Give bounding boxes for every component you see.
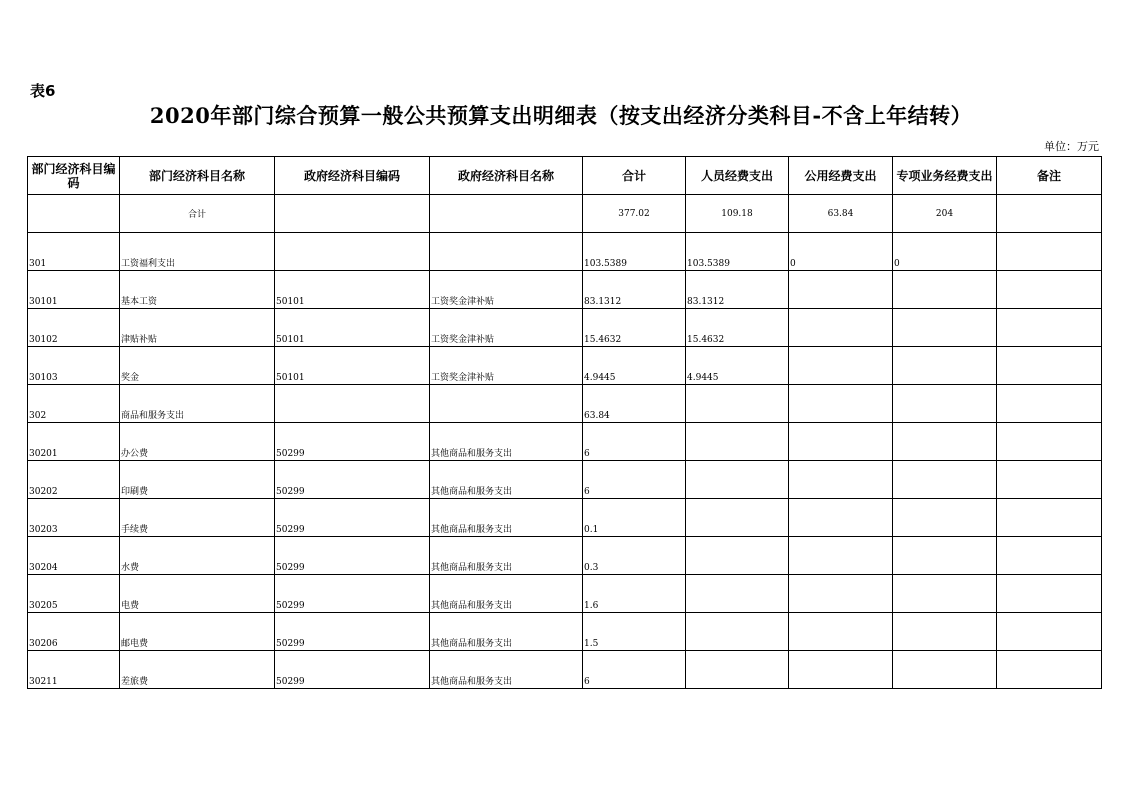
table-cell: 50101: [275, 347, 430, 385]
table-cell: 83.1312: [686, 271, 789, 309]
table-row: [28, 575, 1102, 613]
header-cell: 合计: [583, 157, 686, 195]
table-cell: 商品和服务支出: [120, 385, 275, 423]
table-row: [28, 499, 1102, 537]
table-cell: [789, 613, 893, 651]
table-cell: 6: [583, 461, 686, 499]
table-cell: 办公费: [120, 423, 275, 461]
table-cell: [997, 613, 1102, 651]
table-cell: [789, 347, 893, 385]
table-cell: 4.9445: [686, 347, 789, 385]
table-cell: [430, 385, 583, 423]
table-cell: 0: [893, 233, 997, 271]
table-cell: 工资福利支出: [120, 233, 275, 271]
table-row: [28, 651, 1102, 689]
table-cell: 其他商品和服务支出: [430, 613, 583, 651]
table-cell: [789, 423, 893, 461]
header-cell: 专项业务经费支出: [893, 157, 997, 195]
table-cell: [997, 575, 1102, 613]
table-cell: 377.02: [583, 195, 686, 233]
table-label: 表6: [30, 82, 56, 100]
table-cell: [893, 461, 997, 499]
table-row: [28, 347, 1102, 385]
table-cell: 1.6: [583, 575, 686, 613]
table-cell: 50299: [275, 613, 430, 651]
table-cell: [275, 233, 430, 271]
table-cell: 50101: [275, 309, 430, 347]
table-cell: 水费: [120, 537, 275, 575]
table-cell: 其他商品和服务支出: [430, 499, 583, 537]
table-cell: 其他商品和服务支出: [430, 575, 583, 613]
table-cell: [997, 347, 1102, 385]
table-cell: 电费: [120, 575, 275, 613]
table-cell: [997, 651, 1102, 689]
table-cell: [893, 385, 997, 423]
table-cell: [893, 309, 997, 347]
table-cell: [893, 575, 997, 613]
table-cell: [789, 651, 893, 689]
table-cell: [275, 195, 430, 233]
table-cell: 30205: [28, 575, 120, 613]
table-cell: 63.84: [583, 385, 686, 423]
table-row: [28, 385, 1102, 423]
table-cell: 差旅费: [120, 651, 275, 689]
table-cell: 15.4632: [686, 309, 789, 347]
table-cell: [893, 651, 997, 689]
table-cell: [997, 385, 1102, 423]
table-cell: [893, 347, 997, 385]
table-cell: [275, 385, 430, 423]
table-row: [28, 309, 1102, 347]
table-cell: [789, 575, 893, 613]
table-cell: [789, 271, 893, 309]
table-cell: 4.9445: [583, 347, 686, 385]
table-cell: 0: [789, 233, 893, 271]
table-cell: 302: [28, 385, 120, 423]
table-row: [28, 233, 1102, 271]
table-cell: 50101: [275, 271, 430, 309]
table-cell: [893, 271, 997, 309]
table-cell: 手续费: [120, 499, 275, 537]
table-cell: 30201: [28, 423, 120, 461]
table-cell: 50299: [275, 537, 430, 575]
table-row: [28, 537, 1102, 575]
header-cell: 部门经济科目名称: [120, 157, 275, 195]
table-cell: 工资奖金津补贴: [430, 309, 583, 347]
table-cell: 50299: [275, 651, 430, 689]
table-cell: 其他商品和服务支出: [430, 537, 583, 575]
table-cell: 30204: [28, 537, 120, 575]
table-cell: 其他商品和服务支出: [430, 651, 583, 689]
table-cell: 1.5: [583, 613, 686, 651]
table-cell: 30211: [28, 651, 120, 689]
table-cell: [997, 499, 1102, 537]
table-cell: 0.1: [583, 499, 686, 537]
table-cell: [686, 575, 789, 613]
table-cell: 工资奖金津补贴: [430, 347, 583, 385]
table-cell: [997, 537, 1102, 575]
table-cell: [789, 537, 893, 575]
table-cell: [686, 613, 789, 651]
table-cell: 津贴补贴: [120, 309, 275, 347]
table-cell: [893, 537, 997, 575]
table-cell: [686, 537, 789, 575]
table-cell: [997, 423, 1102, 461]
header-cell: 备注: [997, 157, 1102, 195]
table-cell: 50299: [275, 461, 430, 499]
table-row: [28, 271, 1102, 309]
table-cell: 103.5389: [686, 233, 789, 271]
table-cell: [686, 499, 789, 537]
table-cell: 50299: [275, 423, 430, 461]
table-cell: 6: [583, 423, 686, 461]
table-cell: 其他商品和服务支出: [430, 461, 583, 499]
table-cell: 50299: [275, 499, 430, 537]
table-cell: [997, 271, 1102, 309]
table-cell: [789, 499, 893, 537]
total-row: [28, 195, 1102, 233]
table-cell: [430, 233, 583, 271]
table-cell: 30202: [28, 461, 120, 499]
table-cell: 30103: [28, 347, 120, 385]
table-cell: 6: [583, 651, 686, 689]
table-cell: 工资奖金津补贴: [430, 271, 583, 309]
header-row: [28, 157, 1102, 195]
table-cell: [686, 651, 789, 689]
table-cell: [430, 195, 583, 233]
table-cell: 83.1312: [583, 271, 686, 309]
table-cell: 0.3: [583, 537, 686, 575]
table-cell: [789, 461, 893, 499]
table-cell: [893, 613, 997, 651]
expenditure-table: [27, 156, 1102, 689]
table-row: [28, 613, 1102, 651]
header-cell: 人员经费支出: [686, 157, 789, 195]
table-cell: [686, 461, 789, 499]
table-cell: [789, 385, 893, 423]
table-cell: 合计: [120, 195, 275, 233]
header-cell: 公用经费支出: [789, 157, 893, 195]
table-cell: [997, 461, 1102, 499]
table-row: [28, 423, 1102, 461]
page-title: 2020年部门综合预算一般公共预算支出明细表（按支出经济分类科目-不含上年结转）: [149, 103, 973, 128]
table-cell: [997, 233, 1102, 271]
table-cell: 204: [893, 195, 997, 233]
table-cell: 其他商品和服务支出: [430, 423, 583, 461]
table-cell: 109.18: [686, 195, 789, 233]
header-cell: 政府经济科目编码: [275, 157, 430, 195]
table-cell: 邮电费: [120, 613, 275, 651]
table-cell: [28, 195, 120, 233]
table-cell: 印刷费: [120, 461, 275, 499]
table-row: [28, 461, 1102, 499]
table-cell: 30101: [28, 271, 120, 309]
unit-label: 单位：万元: [1044, 140, 1099, 153]
table-cell: 103.5389: [583, 233, 686, 271]
table-cell: [997, 195, 1102, 233]
table-cell: 30203: [28, 499, 120, 537]
table-cell: [686, 423, 789, 461]
table-cell: 50299: [275, 575, 430, 613]
table-cell: 30206: [28, 613, 120, 651]
table-cell: [893, 423, 997, 461]
table-cell: 基本工资: [120, 271, 275, 309]
table-cell: 301: [28, 233, 120, 271]
table-cell: 30102: [28, 309, 120, 347]
table-cell: [789, 309, 893, 347]
table-cell: 奖金: [120, 347, 275, 385]
table-cell: [997, 309, 1102, 347]
table-cell: [686, 385, 789, 423]
header-cell: 政府经济科目名称: [430, 157, 583, 195]
table-cell: [893, 499, 997, 537]
header-cell: 部门经济科目编码: [28, 157, 120, 195]
table-cell: 15.4632: [583, 309, 686, 347]
table-cell: 63.84: [789, 195, 893, 233]
